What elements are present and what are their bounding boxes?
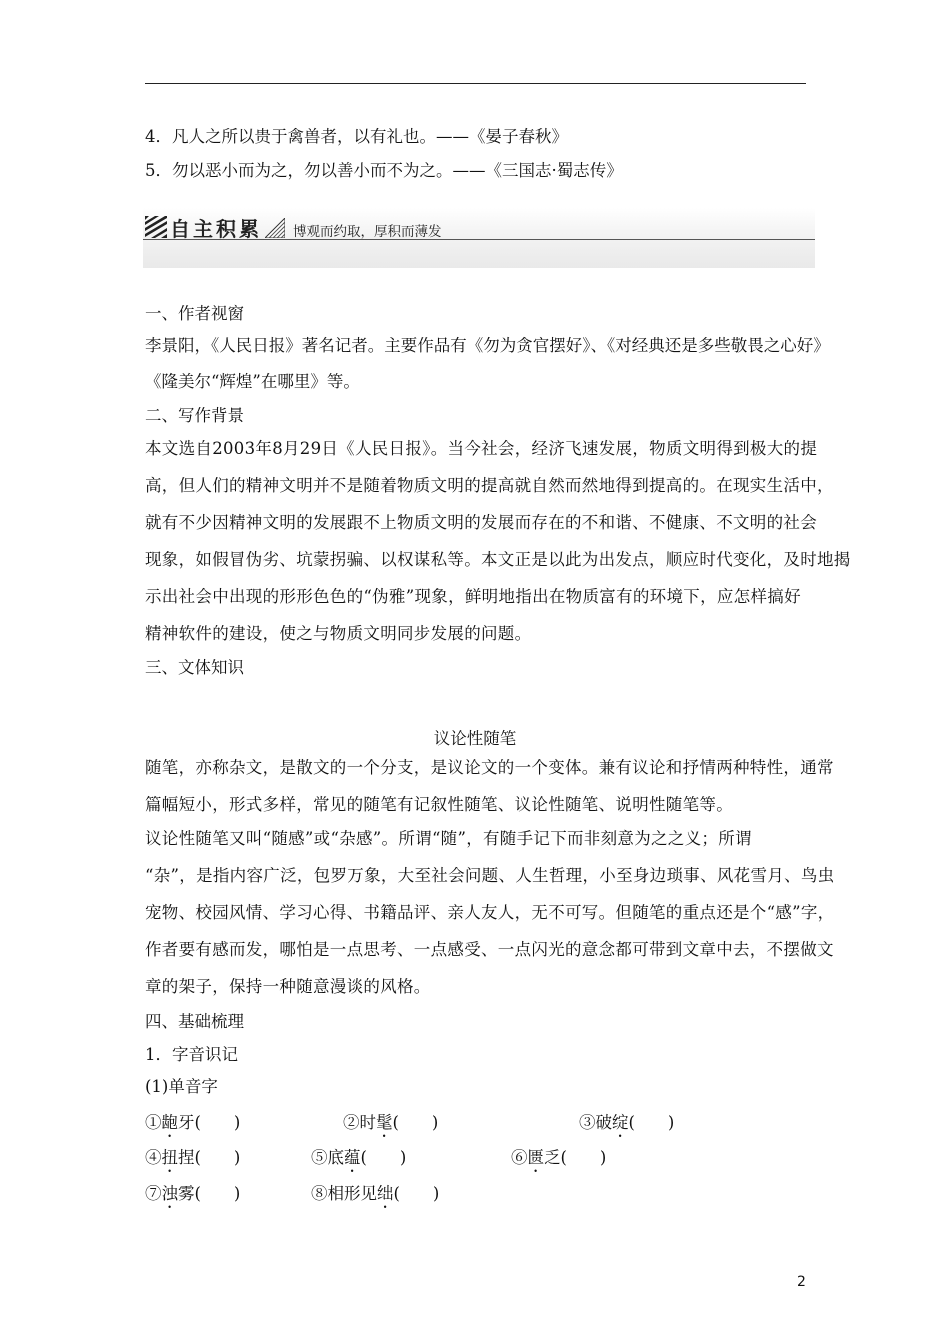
section1-line: 李景阳，《人民日报》著名记者。主要作品有《勿为贪官摆好》、《对经典还是多些敬畏之心好》 — [145, 336, 830, 355]
answer-blank[interactable]: ( ) — [560, 1148, 607, 1167]
pinyin-item: ⑦浊雾( ) — [145, 1184, 241, 1203]
emphasized-char: 髦 — [376, 1113, 393, 1132]
emphasized-char: 扭 — [161, 1148, 178, 1167]
emphasized-char: 浊 — [161, 1184, 178, 1203]
header-rule — [145, 83, 806, 84]
pinyin-item: ⑤底蕴( ) — [311, 1148, 407, 1167]
answer-blank[interactable]: ( ) — [393, 1184, 440, 1203]
quote-4: 4．凡人之所以贵于禽兽者，以有礼也。——《晏子春秋》 — [145, 127, 568, 146]
emphasized-char: 龅 — [161, 1113, 178, 1132]
banner-subtitle: 博观而约取，厚积而薄发 — [293, 224, 442, 240]
section-banner — [143, 208, 815, 268]
banner-triangle-icon — [265, 218, 285, 238]
page-number: 2 — [797, 1274, 806, 1290]
section2-line: 就有不少因精神文明的发展跟不上物质文明的发展而存在的不和谐、不健康、不文明的社会 — [145, 513, 817, 532]
emphasized-char: 绌 — [377, 1184, 394, 1203]
section3-line: 宠物、校园风情、学习心得、书籍品评、亲人友人，无不可写。但随笔的重点还是个“感”字， — [145, 903, 835, 922]
dotted-word: 扭捏 — [161, 1148, 195, 1167]
pinyin-item: ③破绽( ) — [579, 1113, 675, 1132]
section4-sub-heading: (1)单音字 — [145, 1077, 218, 1096]
emphasized-char: 匮 — [527, 1148, 544, 1167]
dotted-word: 时髦 — [359, 1113, 393, 1132]
emphasized-char: 绽 — [612, 1113, 629, 1132]
section2-heading: 二、写作背景 — [145, 406, 244, 425]
pinyin-item: ②时髦( ) — [343, 1113, 439, 1132]
section2-line: 高，但人们的精神文明并不是随着物质文明的提高就自然而然地得到提高的。在现实生活中， — [145, 476, 834, 495]
quote-5: 5．勿以恶小而为之，勿以善小而不为之。——《三国志·蜀志传》 — [145, 161, 623, 180]
section3-line: 议论性随笔又叫“随感”或“杂感”。所谓“随”，有随手记下而非刻意为之之义；所谓 — [145, 829, 752, 848]
section1-line: 《隆美尔“辉煌”在哪里》等。 — [145, 372, 360, 391]
answer-blank[interactable]: ( ) — [194, 1148, 241, 1167]
dotted-word: 匮乏 — [527, 1148, 561, 1167]
answer-blank[interactable]: ( ) — [392, 1113, 439, 1132]
answer-blank[interactable]: ( ) — [194, 1184, 241, 1203]
section3-line: 章的架子，保持一种随意漫谈的风格。 — [145, 977, 431, 996]
section2-line: 精神软件的建设，使之与物质文明同步发展的问题。 — [145, 624, 532, 643]
section3-line: 随笔，亦称杂文，是散文的一个分支，是议论文的一个变体。兼有议论和抒情两种特性，通常 — [145, 758, 834, 777]
dotted-word: 底蕴 — [327, 1148, 361, 1167]
banner-title: 自主积累 — [170, 217, 262, 241]
answer-blank[interactable]: ( ) — [360, 1148, 407, 1167]
pinyin-item: ⑧相形见绌( ) — [311, 1184, 440, 1203]
section3-line: 作者要有感而发，哪怕是一点思考、一点感受、一点闪光的意念都可带到文章中去，不摆做文 — [145, 940, 834, 959]
stripes-icon — [145, 216, 167, 238]
banner-rule — [143, 239, 815, 240]
section4-sub-heading: 1．字音识记 — [145, 1045, 238, 1064]
essay-type-title: 议论性随笔 — [433, 729, 517, 748]
dotted-word: 浊雾 — [161, 1184, 195, 1203]
dotted-word: 龅牙 — [161, 1113, 195, 1132]
section1-heading: 一、作者视窗 — [145, 304, 244, 323]
answer-blank[interactable]: ( ) — [628, 1113, 675, 1132]
answer-blank[interactable]: ( ) — [194, 1113, 241, 1132]
pinyin-item: ④扭捏( ) — [145, 1148, 241, 1167]
section3-line: “杂”，是指内容广泛，包罗万象，大至社会问题、人生哲理，小至身边琐事、风花雪月、鸟虫 — [145, 866, 835, 885]
section4-heading: 四、基础梳理 — [145, 1012, 244, 1031]
pinyin-item: ①龅牙( ) — [145, 1113, 241, 1132]
section2-line: 现象，如假冒伪劣、坑蒙拐骗、以权谋私等。本文正是以此为出发点，顺应时代变化，及时地揭 — [145, 550, 851, 569]
section3-line: 篇幅短小，形式多样，常见的随笔有记叙性随笔、议论性随笔、说明性随笔等。 — [145, 795, 733, 814]
dotted-word: 破绽 — [595, 1113, 629, 1132]
dotted-word: 相形见绌 — [327, 1184, 394, 1203]
section2-line: 本文选自2003年8月29日《人民日报》。当今社会，经济飞速发展，物质文明得到极大的提 — [145, 439, 818, 458]
section3-heading: 三、文体知识 — [145, 658, 244, 677]
emphasized-char: 蕴 — [344, 1148, 361, 1167]
pinyin-item: ⑥匮乏( ) — [511, 1148, 607, 1167]
section2-line: 示出社会中出现的形形色色的“伪雅”现象，鲜明地指出在物质富有的环境下，应怎样搞好 — [145, 587, 801, 606]
